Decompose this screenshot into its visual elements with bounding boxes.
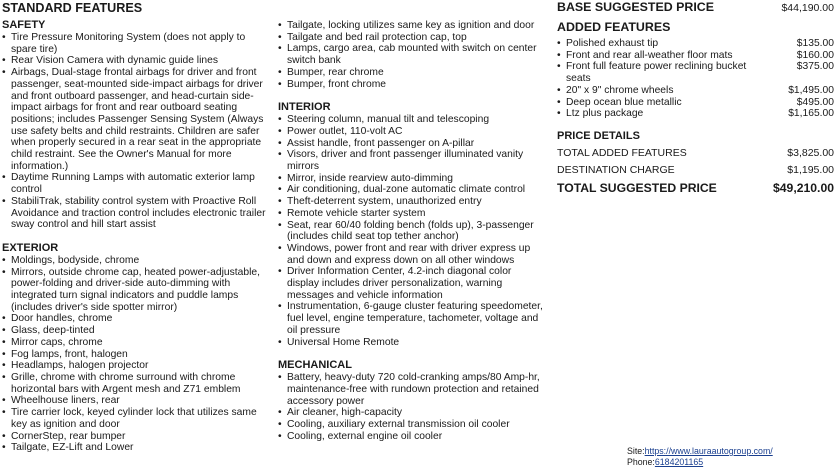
exterior-cont-list: [278, 20, 546, 90]
feature-item: • Tailgate, EZ-Lift and Lower: [2, 442, 270, 454]
destination-value: $1,195.00: [787, 163, 834, 176]
phone-line: [627, 457, 773, 468]
feature-item: • StabiliTrak, stability control system with Proactive Roll Avoidance and traction control includes electronic trailer sway control and hill start assist: [2, 196, 270, 231]
added-features-list: [557, 38, 834, 120]
total-added-value: $3,825.00: [787, 146, 834, 159]
feature-item: • Bumper, rear chrome: [278, 67, 546, 79]
added-feature-name: • Front full feature power reclining bucket seats: [566, 61, 747, 85]
added-feature-item: [557, 61, 834, 84]
feature-item: • Mirror, inside rearview auto-dimming: [278, 173, 546, 185]
feature-item: • Door handles, chrome: [2, 313, 270, 325]
feature-item: • Air cleaner, high-capacity: [278, 407, 546, 419]
site-line: [627, 446, 773, 457]
feature-item: • Assist handle, front passenger on A-pillar: [278, 138, 546, 150]
feature-item: • Lamps, cargo area, cab mounted with switch on center switch bank: [278, 43, 546, 66]
standard-features-title: STANDARD FEATURES: [2, 1, 143, 15]
contact-info: [627, 446, 773, 467]
feature-item: • Daytime Running Lamps with automatic exterior lamp control: [2, 172, 270, 195]
feature-item: • Driver Information Center, 4.2-inch diagonal color display includes driver personalization, warning messages and vehicle information: [278, 266, 546, 301]
feature-item: • Moldings, bodyside, chrome: [2, 255, 270, 267]
feature-item: • Grille, chrome with chrome surround with chrome horizontal bars with Argent mesh and Z71 emblem: [2, 372, 270, 395]
mechanical-list: [278, 372, 546, 442]
feature-item: • Tailgate, locking utilizes same key as ignition and door: [278, 20, 546, 32]
base-price-value: $44,190.00: [781, 2, 834, 14]
base-price-row: [557, 0, 834, 15]
column-middle: [278, 20, 546, 443]
feature-item: • Remote vehicle starter system: [278, 208, 546, 220]
added-feature-price: $160.00: [796, 49, 834, 61]
feature-item: • Cooling, auxiliary external transmission oil cooler: [278, 419, 546, 431]
added-feature-price: $1,495.00: [788, 84, 834, 96]
phone-link[interactable]: 6184201165: [654, 456, 704, 467]
total-suggested-value: $49,210.00: [773, 180, 834, 195]
added-feature-item: [557, 85, 834, 97]
feature-item: • Power outlet, 110-volt AC: [278, 126, 546, 138]
destination-row: [557, 164, 834, 176]
added-feature-price: $1,165.00: [788, 108, 834, 120]
feature-item: • Universal Home Remote: [278, 337, 546, 349]
feature-item: • Rear Vision Camera with dynamic guide lines: [2, 55, 270, 67]
feature-item: • Battery, heavy-duty 720 cold-cranking amps/80 Amp-hr, maintenance-free with rundown protection and retained accessory power: [278, 372, 546, 407]
total-added-label: TOTAL ADDED FEATURES: [557, 146, 687, 159]
feature-item: • Steering column, manual tilt and telescoping: [278, 114, 546, 126]
added-feature-item: [557, 97, 834, 109]
added-feature-item: [557, 50, 834, 62]
feature-item: • Tire carrier lock, keyed cylinder lock that utilizes same key as ignition and door: [2, 407, 270, 430]
interior-list: [278, 114, 546, 348]
safety-section-title: SAFETY: [2, 19, 46, 31]
added-feature-price: $135.00: [796, 38, 834, 49]
feature-item: • Tailgate and bed rail protection cap, top: [278, 32, 546, 44]
safety-list: [2, 32, 270, 231]
exterior-section-title: EXTERIOR: [2, 241, 59, 254]
total-suggested-label: TOTAL SUGGESTED PRICE: [557, 180, 717, 195]
added-feature-price: $375.00: [796, 61, 834, 73]
added-feature-name: • Front and rear all-weather floor mats: [566, 49, 733, 61]
feature-item: • Cooling, external engine oil cooler: [278, 431, 546, 443]
site-label: Site:: [627, 446, 645, 456]
feature-item: • Bumper, front chrome: [278, 79, 546, 91]
price-details-title: PRICE DETAILS: [557, 129, 640, 142]
feature-item: • Windows, power front and rear with driver express up and down and express down on all other windows: [278, 243, 546, 266]
feature-item: • Theft-deterrent system, unauthorized entry: [278, 196, 546, 208]
base-price-label: BASE SUGGESTED PRICE: [557, 0, 714, 14]
feature-item: • Tire Pressure Monitoring System (does not apply to spare tire): [2, 32, 270, 55]
added-feature-name: • Ltz plus package: [566, 108, 644, 120]
total-added-row: [557, 147, 834, 159]
feature-item: • CornerStep, rear bumper: [2, 431, 270, 443]
feature-item: • Instrumentation, 6-gauge cluster featuring speedometer, fuel level, engine temperature, tachometer, voltage and oil pressure: [278, 301, 546, 336]
site-link[interactable]: https://www.lauraautogroup.com/: [644, 446, 773, 456]
feature-item: • Glass, deep-tinted: [2, 325, 270, 337]
interior-section-title: INTERIOR: [278, 101, 331, 114]
added-feature-name: • 20" x 9" chrome wheels: [566, 84, 674, 96]
feature-item: • Airbags, Dual-stage frontal airbags for driver and front passenger, seat-mounted side-impact airbags for driver and front outboard passenger, and head-curtain side-impact airbags for front and rear outboard seating positions; includes Passenger Sensing System (Always use safety belts and child restraints. Children are safer when properly secured in a rear seat in the appropriate child restraint. See the Owner's Manual for more information.): [2, 67, 270, 172]
destination-label: DESTINATION CHARGE: [557, 163, 675, 176]
feature-item: • Mirrors, outside chrome cap, heated power-adjustable, power-folding and driver-side auto-dimming with integrated turn signal indicators and puddle lamps (includes driver's side spotter mirror): [2, 267, 270, 314]
added-feature-name: • Polished exhaust tip: [566, 38, 659, 49]
feature-item: • Visors, driver and front passenger illuminated vanity mirrors: [278, 149, 546, 172]
phone-label: Phone:: [627, 456, 655, 467]
feature-item: • Fog lamps, front, halogen: [2, 349, 270, 361]
feature-item: • Headlamps, halogen projector: [2, 360, 270, 372]
exterior-list: [2, 255, 270, 454]
added-feature-item: [557, 108, 834, 120]
added-feature-price: $495.00: [796, 96, 834, 108]
added-feature-name: • Deep ocean blue metallic: [566, 96, 682, 108]
column-pricing: [557, 0, 834, 195]
feature-item: • Wheelhouse liners, rear: [2, 395, 270, 407]
added-features-title: ADDED FEATURES: [557, 20, 671, 34]
feature-item: • Air conditioning, dual-zone automatic climate control: [278, 184, 546, 196]
total-suggested-row: [557, 181, 834, 195]
added-feature-item: [557, 38, 834, 50]
column-left: [2, 0, 270, 454]
feature-item: • Seat, rear 60/40 folding bench (folds up), 3-passenger (includes child seat top tether anchor): [278, 220, 546, 243]
mechanical-section-title: MECHANICAL: [278, 359, 352, 372]
feature-item: • Mirror caps, chrome: [2, 337, 270, 349]
